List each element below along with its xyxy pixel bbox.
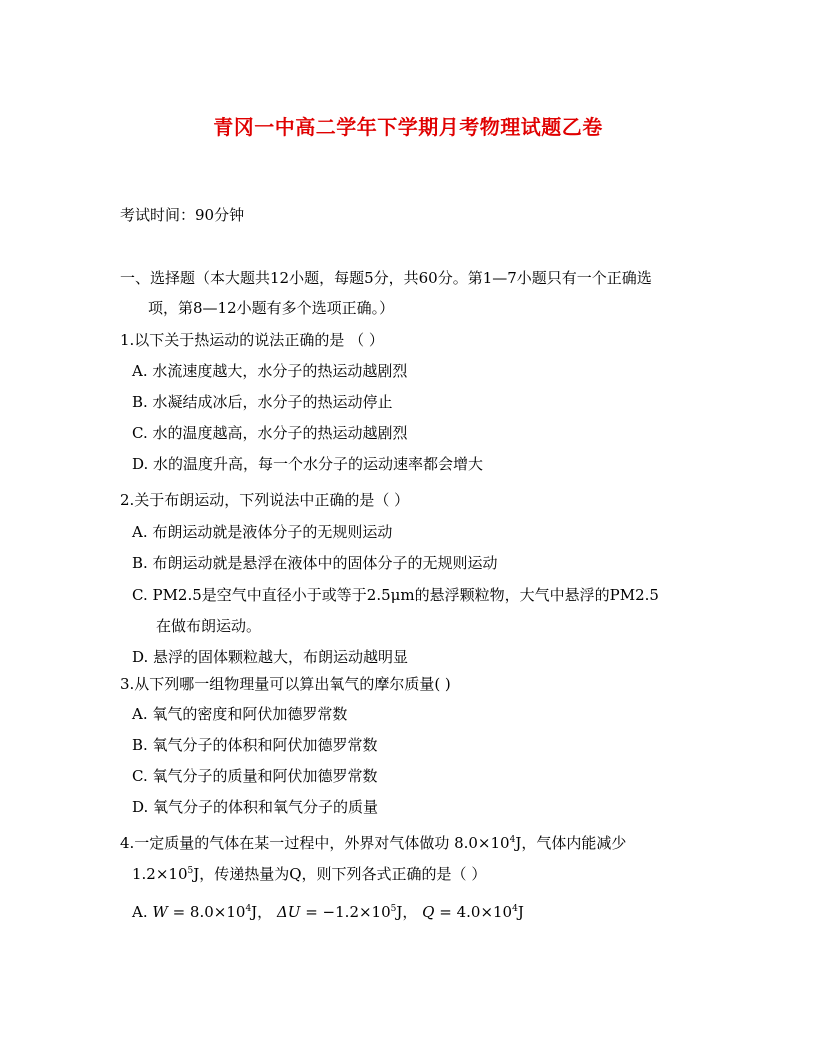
q4-a-u-exp: 5 [390, 904, 397, 914]
question-2-stem: 2.关于布朗运动，下列说法中正确的是（ ） [120, 491, 410, 509]
q4-a-q-val: = 4.0×10 [434, 903, 513, 921]
question-1-stem: 1.以下关于热运动的说法正确的是 （ ） [120, 331, 384, 349]
question-2-option-a: A. 布朗运动就是液体分子的无规则运动 [132, 523, 393, 541]
question-1-option-a: A. 水流速度越大，水分子的热运动越剧烈 [132, 362, 408, 380]
question-3-option-c: C. 氧气分子的质量和阿伏加德罗常数 [132, 767, 378, 785]
question-3-option-b: B. 氧气分子的体积和阿伏加德罗常数 [132, 736, 378, 754]
q4-line2-post: J，传递热量为Q，则下列各式正确的是（ ） [193, 865, 487, 883]
q4-stem-pre: 4.一定质量的气体在某一过程中，外界对气体做功 8.0×10 [120, 834, 510, 852]
section-heading-line2: 项，第8—12小题有多个选项正确。） [148, 299, 395, 317]
question-4-option-a [132, 902, 524, 922]
question-1-option-b: B. 水凝结成冰后，水分子的热运动停止 [132, 393, 393, 411]
question-2-option-c-line2: 在做布朗运动。 [156, 617, 262, 635]
q4-a-w-exp: 4 [245, 904, 252, 914]
q4-a-w-val: = 8.0×10 [167, 903, 246, 921]
section-heading-line1: 一、选择题（本大题共12小题，每题5分，共60分。第1—7小题只有一个正确选 [120, 269, 652, 287]
q4-a-w-unit: J， [251, 903, 273, 921]
q4-stem-post: J，气体内能减少 [515, 834, 627, 852]
question-4-stem-line1 [120, 833, 626, 853]
exam-time: 考试时间：90分钟 [120, 206, 245, 224]
question-1-option-d: D. 水的温度升高，每一个水分子的运动速率都会增大 [132, 455, 484, 473]
q4-line2-pre: 1.2×10 [132, 865, 188, 883]
question-2-option-c-line1: C. PM2.5是空气中直径小于或等于2.5μm的悬浮颗粒物，大气中悬浮的PM2.5 [132, 586, 659, 604]
question-3-option-d: D. 氧气分子的体积和氧气分子的质量 [132, 798, 379, 816]
q4-a-q-var: Q [422, 903, 435, 921]
question-3-stem: 3.从下列哪一组物理量可以算出氧气的摩尔质量( ) [120, 675, 451, 693]
q4-stem-exponent: 4 [509, 835, 516, 845]
q4-a-w-var: W [152, 903, 168, 921]
q4-a-u-var: ΔU [276, 903, 301, 921]
exam-title: 青冈一中高二学年下学期月考物理试题乙卷 [213, 115, 603, 139]
question-2-option-d: D. 悬浮的固体颗粒越大，布朗运动越明显 [132, 648, 409, 666]
q4-a-q-exp: 4 [512, 904, 518, 914]
q4-a-u-val: = −1.2×10 [300, 903, 391, 921]
q4-option-a-label: A. [132, 903, 148, 921]
q4-line2-exponent: 5 [187, 866, 194, 876]
question-4-stem-line2 [132, 864, 486, 884]
question-3-option-a: A. 氧气的密度和阿伏加德罗常数 [132, 705, 348, 723]
q4-a-u-unit: J， [396, 903, 418, 921]
question-1-option-c: C. 水的温度越高，水分子的热运动越剧烈 [132, 424, 408, 442]
question-2-option-b: B. 布朗运动就是悬浮在液体中的固体分子的无规则运动 [132, 554, 498, 572]
q4-a-q-unit: J [517, 903, 524, 921]
